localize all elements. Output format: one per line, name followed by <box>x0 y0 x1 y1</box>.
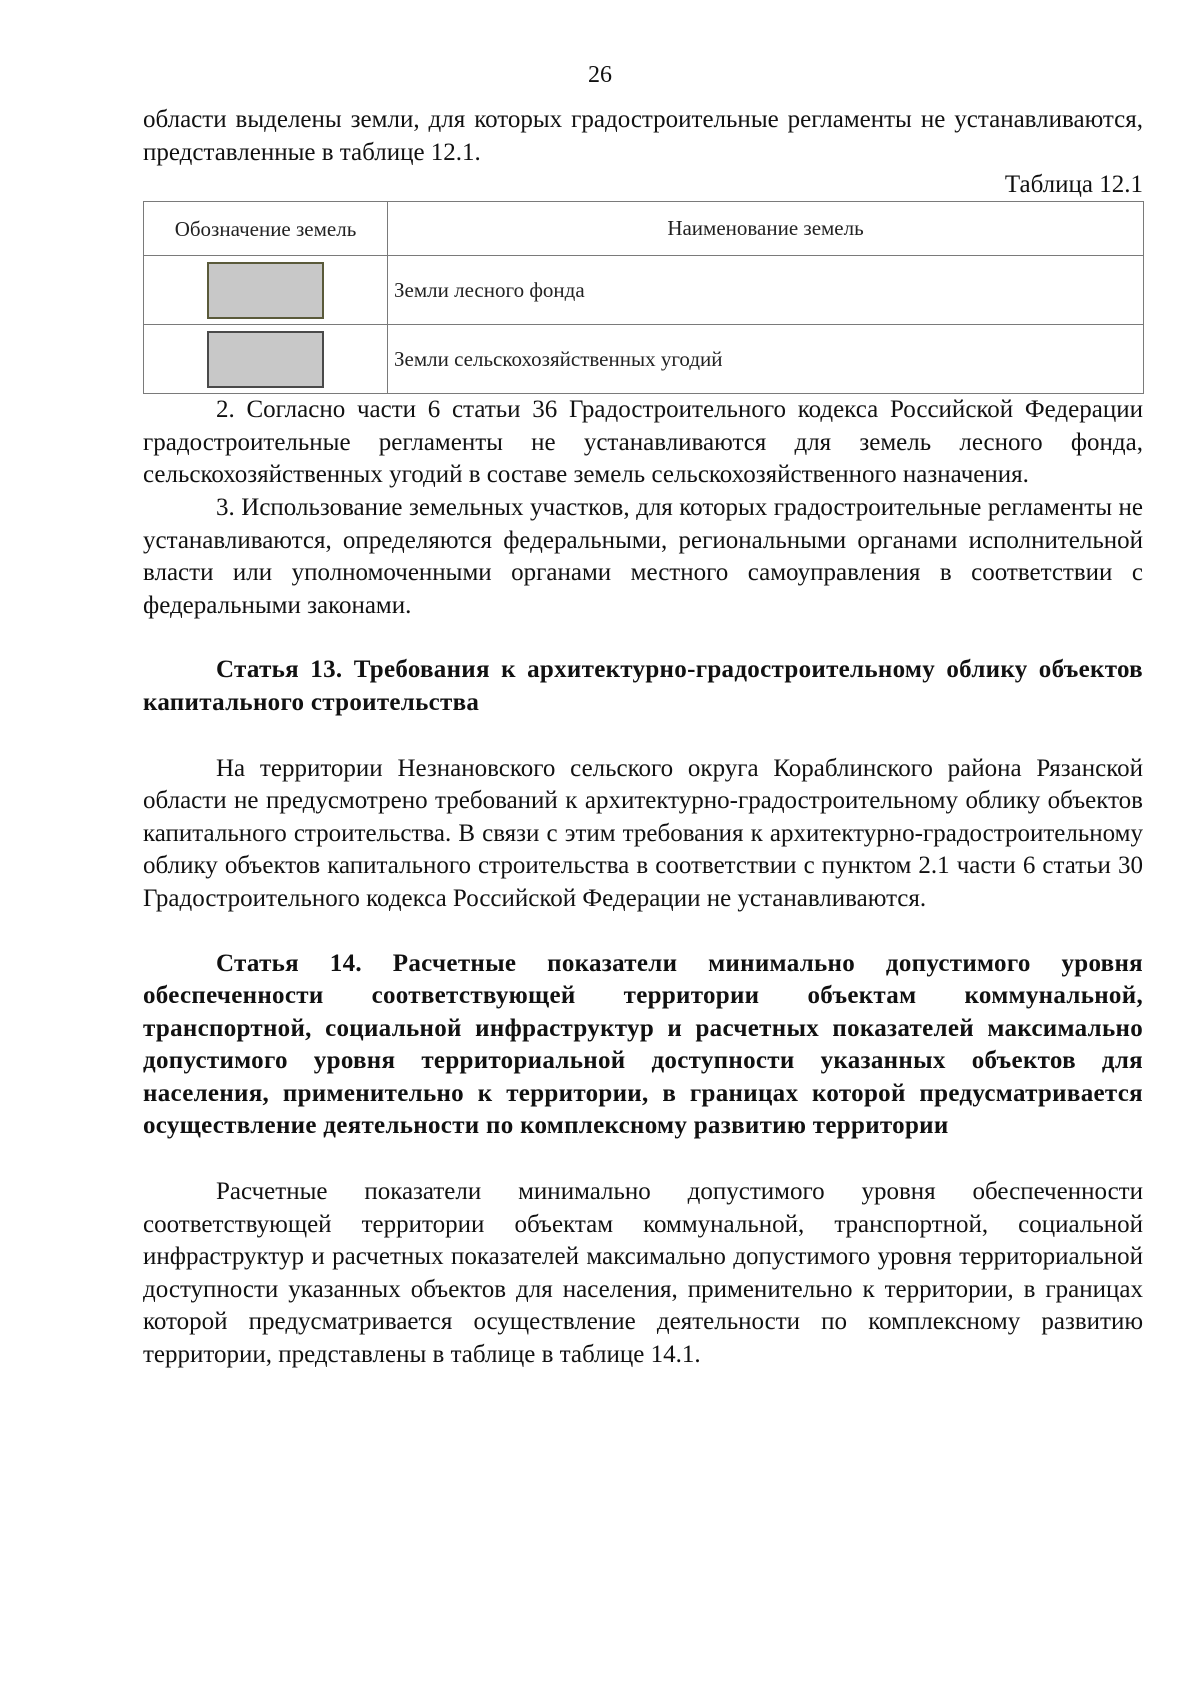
article13-heading: Статья 13. Требования к архитектурно-градостроительному облику объектов капитального строительства <box>143 656 1143 716</box>
article14-paragraph: Расчетные показатели минимально допустимого уровня обеспеченности соответствующей территории объектам коммунальной, транспортной, социальной инфраструктур и расчетных показателей максимально допустимого уровня территориальной доступности указанных объектов для населения, применительно к территории, в границах которой предусматривается осуществление деятельности по комплексному развитию территории, представлены в таблице в таблице 14.1. <box>143 1178 1143 1369</box>
table-row <box>144 256 1144 325</box>
article14-heading: Статья 14. Расчетные показатели минимально допустимого уровня обеспеченности соответствующей территории объектам коммунальной, транспортной, социальной инфраструктур и расчетных показателей максимально допустимого уровня территориальной доступности указанных объектов для населения, применительно к территории, в границах которой предусматривается осуществление деятельности по комплексному развитию территории <box>143 949 1143 1140</box>
intro-paragraph: области выделены земли, для которых градостроительные регламенты не устанавливаются, представленные в таблице 12.1. <box>143 106 1143 166</box>
document-body <box>143 104 1143 1372</box>
symbol-cell <box>144 256 388 325</box>
article12-paragraph-3: 3. Использование земельных участков, для которых градостроительные регламенты не устанавливаются, определяются федеральными, региональными органами исполнительной власти или уполномоченными органами местного самоуправления в соответствии с федеральными законами. <box>143 493 1143 619</box>
land-name-cell: Земли сельскохозяйственных угодий <box>388 325 1144 394</box>
table-caption: Таблица 12.1 <box>1004 171 1143 199</box>
header-symbol: Обозначение земель <box>144 202 388 256</box>
agricultural-land-swatch <box>207 331 324 388</box>
table-row <box>144 325 1144 394</box>
page-number: 26 <box>588 62 612 88</box>
forest-land-swatch <box>207 262 324 319</box>
land-designation-table <box>143 201 1144 394</box>
article12-paragraph-2: 2. Согласно части 6 статьи 36 Градостроительного кодекса Российской Федерации градостроительные регламенты не устанавливаются для земель лесного фонда, сельскохозяйственных угодий в составе земель сельскохозяйственного назначения. <box>143 396 1143 489</box>
article13-paragraph: На территории Незнановского сельского округа Кораблинского района Рязанской области не предусмотрено требований к архитектурно-градостроительному облику объектов капитального строительства. В связи с этим требования к архитектурно-градостроительному облику объектов капитального строительства в соответствии с пунктом 2.1 части 6 статьи 30 Градостроительного кодекса Российской Федерации не устанавливаются. <box>143 754 1143 912</box>
symbol-cell <box>144 325 388 394</box>
header-name: Наименование земель <box>388 202 1144 256</box>
land-name-cell: Земли лесного фонда <box>388 256 1144 325</box>
table-header-row <box>144 202 1144 256</box>
